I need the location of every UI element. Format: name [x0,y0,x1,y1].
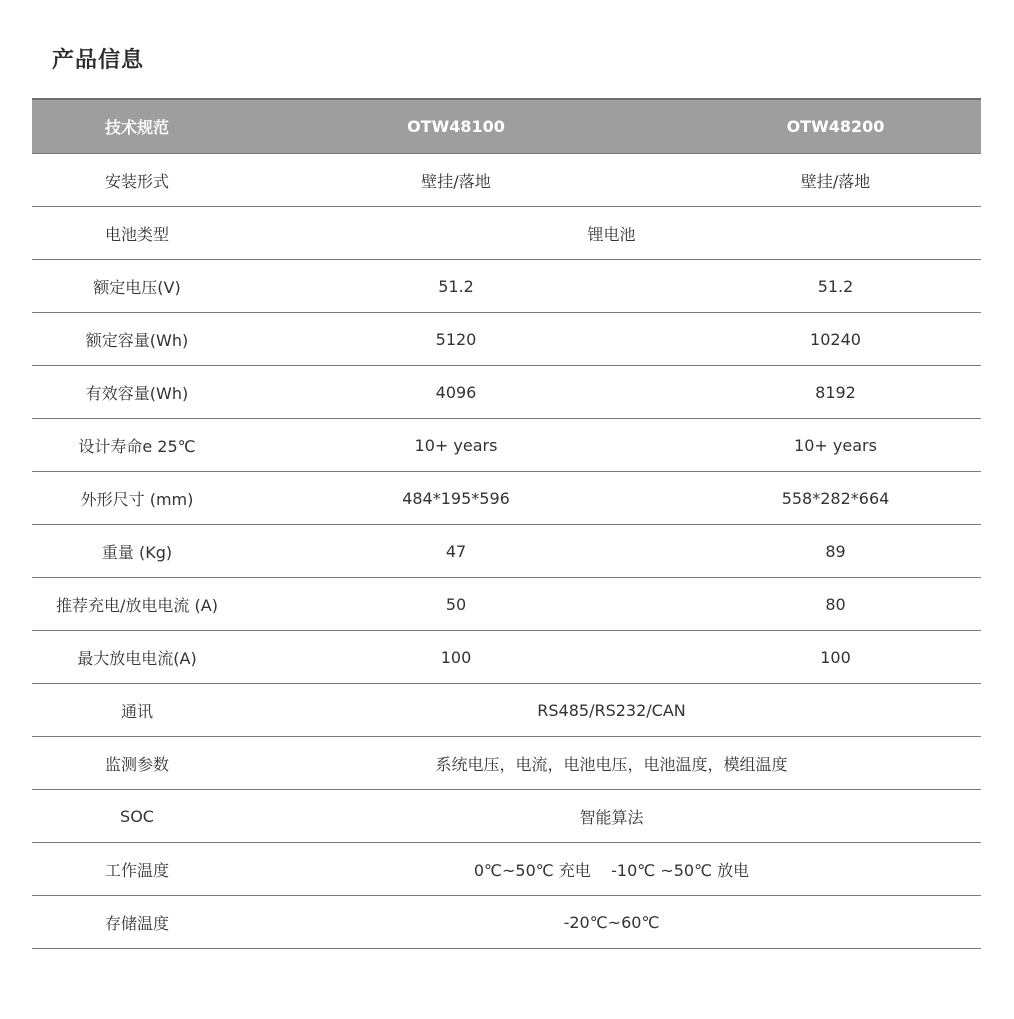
table-row [32,843,981,896]
row-label: 最大放电电流(A) [77,648,197,668]
row-label: 存储温度 [104,913,169,933]
row-label: 有效容量(Wh) [85,383,189,403]
page-title: 产品信息 [52,48,145,73]
row-value-otw48100: 47 [445,541,467,561]
table-row [32,260,981,313]
table-row [32,207,981,260]
row-label: 工作温度 [104,860,169,880]
row-value-otw48200: 558*282*664 [781,488,890,508]
table-row [32,737,981,790]
header-model-otw48100: OTW48100 [407,117,505,136]
row-label: SOC [120,806,154,826]
row-label: 重量 (Kg) [101,542,173,562]
row-value-otw48100: 50 [445,594,467,614]
row-label: 通讯 [120,701,153,721]
table-header-row [32,100,981,154]
spec-table [32,98,981,949]
row-label: 额定容量(Wh) [85,330,189,350]
table-row [32,313,981,366]
row-value-otw48200: 100 [820,647,851,667]
header-spec: 技术规范 [104,118,169,137]
row-value-shared: 系统电压，电流，电池电压，电池温度，模组温度 [435,754,788,774]
table-row [32,790,981,843]
row-label: 额定电压(V) [93,277,181,297]
header-model-otw48200: OTW48200 [786,117,885,136]
row-value-otw48200: 51.2 [817,276,854,296]
row-label: 电池类型 [104,224,169,244]
row-label: 外形尺寸 (mm) [80,489,194,509]
row-value-otw48100: 壁挂/落地 [421,171,491,191]
table-row [32,419,981,472]
row-value-otw48100: 484*195*596 [402,488,510,508]
table-row [32,154,981,207]
row-value-otw48200: 80 [825,594,846,614]
table-row [32,578,981,631]
row-label: 设计寿命e 25℃ [78,436,196,456]
row-value-otw48100: 10+ years [414,435,498,455]
row-value-shared: 锂电池 [587,224,636,244]
row-value-shared: RS485/RS232/CAN [537,700,686,720]
row-label: 推荐充电/放电电流 (A) [56,595,218,615]
row-value-otw48200: 8192 [815,382,856,402]
row-value-otw48100: 5120 [435,329,477,349]
row-value-shared: 0℃~50℃ 充电 -10℃ ~50℃ 放电 [473,860,750,880]
table-row [32,896,981,949]
row-value-otw48200: 89 [825,541,846,561]
row-label: 监测参数 [104,754,169,774]
row-value-otw48100: 100 [440,647,472,667]
table-row [32,525,981,578]
row-value-otw48100: 4096 [435,382,477,402]
table-row [32,366,981,419]
row-value-shared: 智能算法 [579,807,644,827]
row-value-otw48200: 壁挂/落地 [800,171,871,191]
row-value-otw48200: 10240 [810,329,861,349]
table-row [32,472,981,525]
row-value-shared: -20℃~60℃ [563,912,660,932]
table-row [32,631,981,684]
row-label: 安装形式 [104,171,169,191]
table-row [32,684,981,737]
row-value-otw48100: 51.2 [438,276,474,296]
row-value-otw48200: 10+ years [794,435,877,455]
